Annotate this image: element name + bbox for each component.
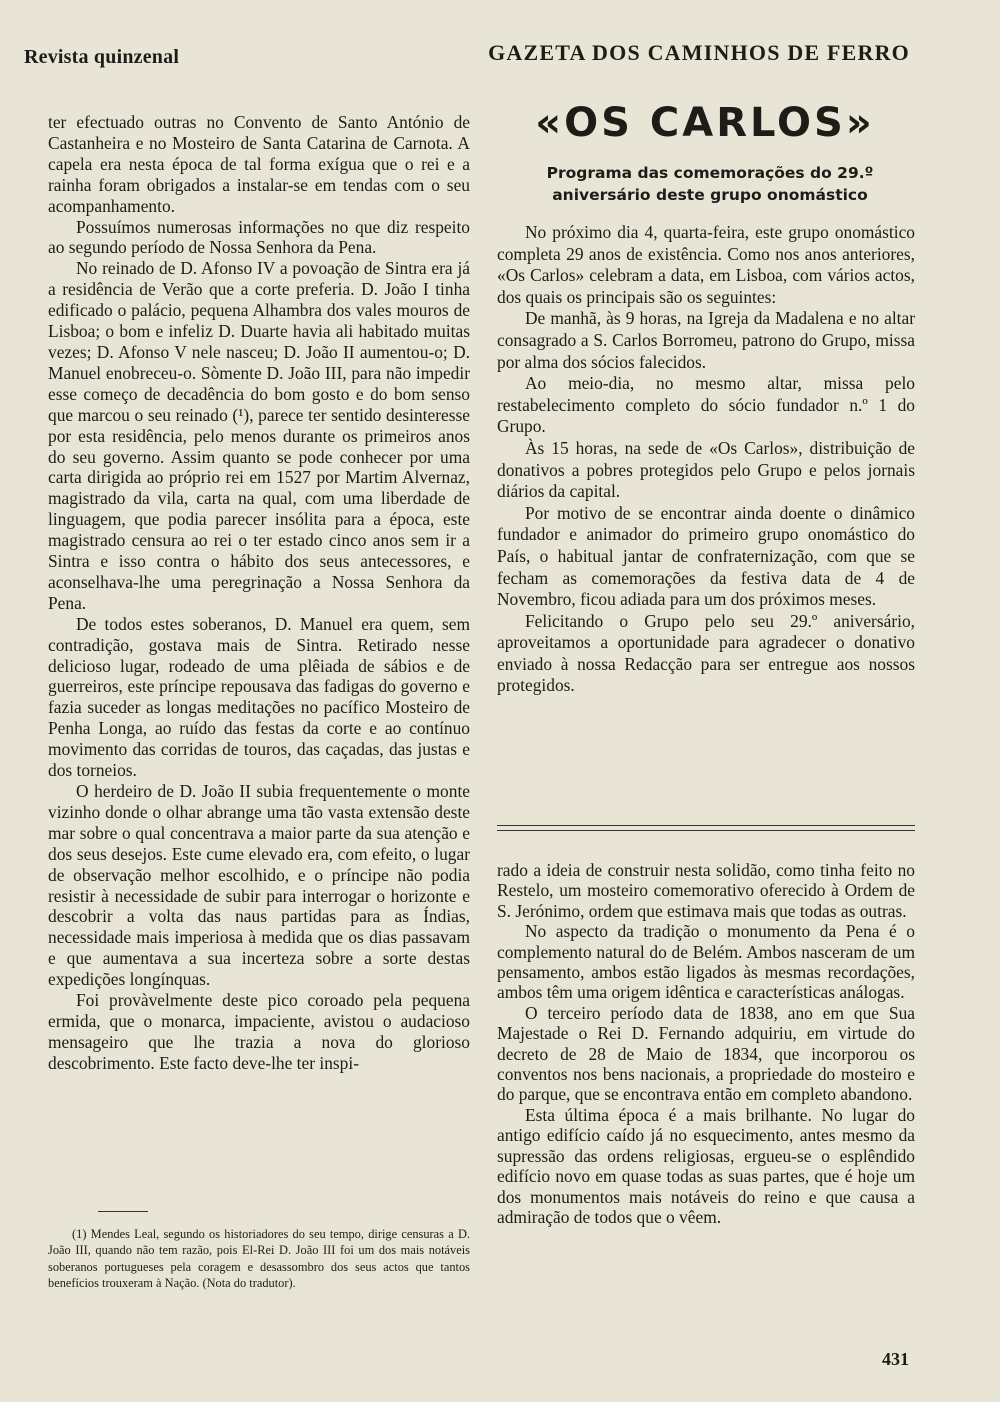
right-continuation-column	[497, 860, 915, 1227]
left-paragraph: No reinado de D. Afonso IV a povoação de Sintra era já a residência de Verão que a corte preferia. D. João I tinha edificado o palácio, pequena Alhambra dos vales mouros de Lisboa; o bom e infeliz D. Duarte havia ali habitado muitas vezes; D. Afonso V nele nasceu; D. João II aumentou-o; D. Manuel enobreceu-o. Sòmente D. João III, para não impedir esse começo de decadência do bom gosto e do bom senso que marcou o seu reinado (¹), parece ter sentido desinteresse por esta residência, pelo menos durante os primeiros anos do seu governo. Assim quanto se pode conhecer por uma carta dirigida ao próprio rei em 1527 por Martim Alvernaz, magistrado da vila, carta na qual, com uma liberdade de linguagem, que podia parecer insólita para a época, este magistrado censura ao rei o ter estado cinco anos sem ir a Sintra e isso contra o hábito dos seus antecessores, e aconselhava-lhe uma peregrinação a Nossa Senhora da Pena.	[48, 258, 470, 613]
left-paragraph: Foi provàvelmente deste pico coroado pela pequena ermida, que o monarca, impaciente, avistou o audacioso mensageiro que lhe trazia a nova do glorioso descobrimento. Este facto deve-lhe ter inspi-	[48, 990, 470, 1073]
running-header-right: GAZETA DOS CAMINHOS DE FERRO	[488, 40, 910, 65]
footnote-divider	[98, 1211, 148, 1212]
continuation-paragraph: No aspecto da tradição o monumento da Pena é o complemento natural do de Belém. Ambos nasceram de um pensamento, ambos estão ligados às mesmas recordações, ambos têm uma origem idêntica e características análogas.	[497, 921, 915, 1003]
footnote	[48, 1226, 470, 1292]
continuation-paragraph: Esta última época é a mais brilhante. No lugar do antigo edifício caído já no esquecimento, antes mesmo da supressão das ordens religiosas, ergueu-se o esplêndido edifício novo em quase todas as suas partes, que é hoje um dos monumentos mais notáveis do reino e que causa a admiração de todos que o vêem.	[497, 1104, 915, 1227]
continuation-paragraph: O terceiro período data de 1838, ano em que Sua Majestade o Rei D. Fernando adquiriu, em virtude do decreto de 28 de Maio de 1834, que incorporou os conventos nos bens nacionais, a propriedade do mosteiro e do parque, que se encontrava então em completo abandono.	[497, 1002, 915, 1105]
page-number: 431	[882, 1349, 909, 1369]
left-column	[48, 112, 470, 1074]
article-paragraph: Felicitando o Grupo pelo seu 29.º aniversário, aproveitamos a oportunidade para agradecer o donativo enviado à nossa Redacção para ser entregue aos nossos protegidos.	[497, 610, 915, 696]
article-paragraph: De manhã, às 9 horas, na Igreja da Madalena e no altar consagrado a S. Carlos Borromeu, patrono do Grupo, missa por alma dos sócios falecidos.	[497, 308, 915, 372]
left-paragraph: O herdeiro de D. João II subia frequentemente o monte vizinho donde o olhar abrange uma tão vasta extensão deste mar sobre o qual concentrava a maior parte da sua atenção e dos seus desejos. Este cume elevado era, com efeito, o lugar de observação melhor escolhido, e o príncipe não podia resistir à necessidade de subir para interrogar o horizonte e descobrir a volta das naus partidas para as Índias, necessidade mais imperiosa à medida que os dias passavam e que aumentava a sua incerteza sobre a sorte destas expedições longínquas.	[48, 781, 470, 990]
article-paragraph: Às 15 horas, na sede de «Os Carlos», distribuição de donativos a pobres protegidos pelo Grupo e pelos jornais diários da capital.	[497, 437, 915, 502]
article-subtitle: Programa das comemorações do 29.º aniversário deste grupo onomástico	[546, 164, 874, 204]
article-body	[497, 222, 915, 697]
left-paragraph: ter efectuado outras no Convento de Santo António de Castanheira e no Mosteiro de Santa Catarina de Carnota. A capela era nesta época de tal forma exígua que o rei e a rainha foram obrigados a instalar-se em tendas com o seu acompanhamento.	[48, 112, 470, 216]
continuation-paragraph: rado a ideia de construir nesta solidão, como tinha feito no Restelo, um mosteiro comemorativo oferecido à Ordem de S. Jerónimo, ordem que estimava mais que todas as outras.	[497, 860, 915, 921]
left-paragraph: Possuímos numerosas informações no que diz respeito ao segundo período de Nossa Senhora da Pena.	[48, 216, 470, 258]
footnote-text: (1) Mendes Leal, segundo os historiadores do seu tempo, dirige censuras a D. João III, quando não tem razão, pois El-Rei D. João III foi um dos mais notáveis soberanos portugueses pela coragem e desassombro dos seus actos que tantos benefícios trouxeram à Nação. (Nota do tradutor).	[48, 1227, 470, 1291]
left-paragraph: De todos estes soberanos, D. Manuel era quem, sem contradição, gostava mais de Sintra. Retirado nesse delicioso lugar, rodeado de uma plêiada de sábios e de guerreiros, este príncipe repousava das fadigas do governo e fazia suceder as longas meditações no pacífico Mosteiro de Penha Longa, ao ruído das festas da corte e ao contínuo movimento das corridas de touros, das caçadas, das justas e dos torneios.	[48, 613, 470, 781]
article-title: «OS CARLOS»	[535, 100, 875, 146]
section-divider-top	[497, 825, 915, 826]
article-paragraph: Por motivo de se encontrar ainda doente o dinâmico fundador e animador do primeiro grupo onomástico do País, o habitual jantar de confraternização, com que se fecham as comemorações da festiva data de 4 de Novembro, ficou adiada para um dos próximos meses.	[497, 502, 915, 610]
running-header-left: Revista quinzenal	[24, 46, 180, 68]
section-divider-bottom	[497, 830, 915, 831]
article-paragraph: Ao meio-dia, no mesmo altar, missa pelo restabelecimento completo do sócio fundador n.º 1 do Grupo.	[497, 373, 915, 437]
article-paragraph: No próximo dia 4, quarta-feira, este grupo onomástico completa 29 anos de existência. Como nos anos anteriores, «Os Carlos» celebram a data, em Lisboa, com vários actos, dos quais os principais são os seguintes:	[497, 222, 915, 307]
